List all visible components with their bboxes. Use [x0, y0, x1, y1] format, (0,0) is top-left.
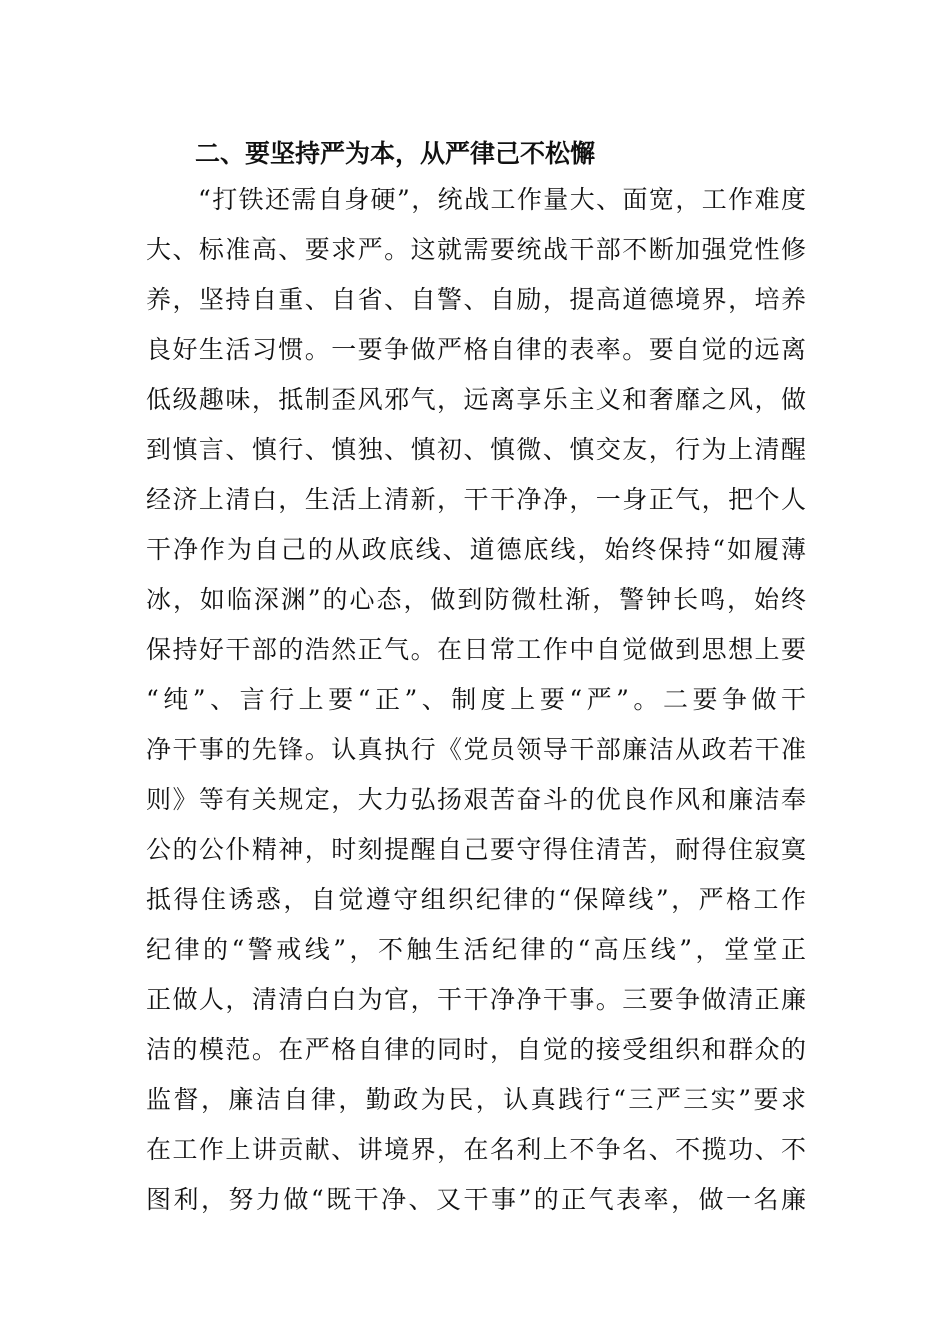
paragraph-line: 良好生活习惯。一要争做严格自律的表率。要自觉的远离 [146, 335, 806, 364]
paragraph-line: 则》等有关规定，大力弘扬艰苦奋斗的优良作风和廉洁奉 [146, 785, 806, 814]
paragraph-line: “纯”、言行上要“正”、制度上要“严”。二要争做干 [146, 685, 806, 714]
paragraph-line: 正做人，清清白白为官，干干净净干事。三要争做清正廉 [146, 985, 806, 1014]
paragraph-line: 冰，如临深渊”的心态，做到防微杜渐，警钟长鸣，始终 [146, 585, 806, 614]
paragraph-line: 低级趣味，抵制歪风邪气，远离享乐主义和奢靡之风，做 [146, 385, 806, 414]
paragraph-line: 抵得住诱惑，自觉遵守组织纪律的“保障线”，严格工作 [146, 885, 806, 914]
paragraph-line: 在工作上讲贡献、讲境界，在名利上不争名、不揽功、不 [146, 1135, 806, 1164]
paragraph-line: 纪律的“警戒线”，不触生活纪律的“高压线”，堂堂正 [146, 935, 806, 964]
paragraph-line: 到慎言、慎行、慎独、慎初、慎微、慎交友，行为上清醒 [146, 435, 806, 464]
paragraph-line: 保持好干部的浩然正气。在日常工作中自觉做到思想上要 [146, 635, 806, 664]
paragraph-line: 养，坚持自重、自省、自警、自励，提高道德境界，培养 [146, 285, 806, 314]
paragraph-line: 大、标准高、要求严。这就需要统战干部不断加强党性修 [146, 235, 806, 264]
body-paragraph [146, 175, 806, 1225]
paragraph-line: 公的公仆精神，时刻提醒自己要守得住清苦，耐得住寂寞 [146, 835, 806, 864]
paragraph-line: 干净作为自己的从政底线、道德底线，始终保持“如履薄 [146, 535, 806, 564]
paragraph-line: 图利，努力做“既干净、又干事”的正气表率，做一名廉 [146, 1185, 806, 1214]
section-heading: 二、要坚持严为本，从严律己不松懈 [195, 139, 596, 168]
paragraph-line: 监督，廉洁自律，勤政为民，认真践行“三严三实”要求 [146, 1085, 806, 1114]
paragraph-line: “打铁还需自身硬”，统战工作量大、面宽，工作难度 [198, 185, 806, 214]
paragraph-line: 经济上清白，生活上清新，干干净净，一身正气，把个人 [146, 485, 806, 514]
paragraph-line: 洁的模范。在严格自律的同时，自觉的接受组织和群众的 [146, 1035, 806, 1064]
paragraph-line: 净干事的先锋。认真执行《党员领导干部廉洁从政若干准 [146, 735, 806, 764]
